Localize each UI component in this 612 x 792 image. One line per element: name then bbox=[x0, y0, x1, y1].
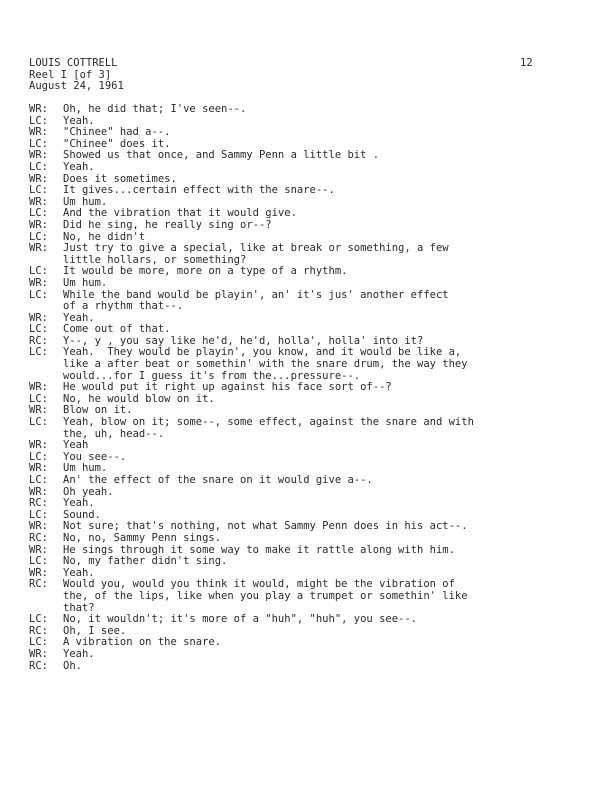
speaker-label: WR: bbox=[29, 543, 48, 556]
speaker-label: WR: bbox=[29, 647, 48, 660]
utterance-text: He sings through it some way to make it rattle along with him. bbox=[63, 543, 455, 556]
utterance-text: Um hum. bbox=[63, 195, 108, 208]
speaker-label: WR: bbox=[29, 462, 48, 475]
utterance-text: Oh yeah. bbox=[63, 485, 114, 498]
utterance-text: Yeah. They would be playin', you know, and it would be like a, like a after beat or somethin' with the snare drum, the way they would...for I guess it's from the...pressure--. bbox=[63, 346, 468, 382]
utterance-text: Oh, I see. bbox=[63, 624, 127, 637]
utterance-text: Yeah. bbox=[63, 647, 95, 660]
utterance-text: Blow on it. bbox=[63, 404, 133, 417]
speaker-label: LC: bbox=[29, 160, 48, 173]
utterance-text: Not sure; that's nothing, not what Sammy Penn does in his act--. bbox=[63, 520, 468, 533]
utterance-text: While the band would be playin', an' it's jus' another effect of a rhythm that--. bbox=[63, 288, 449, 313]
utterance-text: Just try to give a special, like at break or something, a few little hollars, or something? bbox=[63, 242, 449, 266]
transcript-entry bbox=[29, 498, 589, 510]
utterance-text: "Chinee" does it. bbox=[63, 137, 171, 150]
transcript-entry bbox=[29, 290, 589, 313]
speaker-label: LC: bbox=[29, 114, 48, 127]
utterance-text: Sound. bbox=[63, 508, 101, 521]
interviewee-name: LOUIS COTTRELL bbox=[29, 57, 118, 69]
utterance-text: He would put it right up against his face sort of--? bbox=[63, 381, 392, 394]
transcript-entry bbox=[29, 243, 589, 266]
speaker-label: WR: bbox=[29, 126, 48, 139]
transcript-entry bbox=[29, 104, 589, 116]
utterance-text: An' the effect of the snare on it would give a--. bbox=[63, 474, 373, 486]
transcript-entry bbox=[29, 649, 589, 661]
transcript-entry bbox=[29, 452, 589, 464]
utterance-text: Yeah. bbox=[63, 566, 95, 579]
speaker-label: WR: bbox=[29, 311, 48, 324]
speaker-label: WR: bbox=[29, 381, 48, 394]
page-number: 12 bbox=[520, 57, 533, 69]
speaker-label: LC: bbox=[29, 288, 48, 301]
speaker-label: RC: bbox=[29, 531, 48, 544]
utterance-text: Did he sing, he really sing or--? bbox=[63, 218, 272, 231]
utterance-text: Come out of that. bbox=[63, 323, 171, 336]
speaker-label: LC: bbox=[29, 613, 48, 626]
transcript-body bbox=[29, 104, 589, 672]
utterance-text: No, it wouldn't; it's more of a "huh", "huh", you see--. bbox=[63, 613, 418, 626]
transcript-entry bbox=[29, 475, 589, 487]
speaker-label: LC: bbox=[29, 450, 48, 463]
reel-label: Reel I [of 3] bbox=[29, 68, 112, 81]
transcript-entry bbox=[29, 220, 589, 232]
utterance-text: Would you, would you think it would, might be the vibration of the, of the lips, like when you play a trumpet or somethin' like that? bbox=[63, 578, 468, 614]
speaker-label: LC: bbox=[29, 323, 48, 336]
utterance-text: It would be more, more on a type of a rhythm. bbox=[63, 265, 348, 278]
speaker-label: WR: bbox=[29, 103, 48, 115]
speaker-label: WR: bbox=[29, 149, 48, 162]
speaker-label: RC: bbox=[29, 334, 48, 347]
speaker-label: RC: bbox=[29, 624, 48, 637]
transcript-entry bbox=[29, 266, 589, 278]
utterance-text: Oh. bbox=[63, 659, 82, 672]
speaker-label: RC: bbox=[29, 659, 48, 672]
transcript-entry bbox=[29, 278, 589, 290]
speaker-label: WR: bbox=[29, 404, 48, 417]
utterance-text: No, no, Sammy Penn sings. bbox=[63, 531, 222, 544]
utterance-text: A vibration on the snare. bbox=[63, 636, 222, 649]
speaker-label: LC: bbox=[29, 416, 48, 429]
utterance-text: Um hum. bbox=[63, 462, 108, 475]
transcript-entry bbox=[29, 487, 589, 499]
speaker-label: WR: bbox=[29, 195, 48, 208]
speaker-label: LC: bbox=[29, 474, 48, 486]
speaker-label: LC: bbox=[29, 555, 48, 568]
utterance-text: Yeah. bbox=[63, 114, 95, 127]
transcript-entry bbox=[29, 162, 589, 174]
transcript-entry bbox=[29, 347, 589, 382]
speaker-label: LC: bbox=[29, 265, 48, 278]
speaker-label: LC: bbox=[29, 184, 48, 197]
utterance-text: Um hum. bbox=[63, 276, 108, 289]
utterance-text: No, my father didn't sing. bbox=[63, 555, 228, 568]
transcript-entry bbox=[29, 637, 589, 649]
utterance-text: Yeah. bbox=[63, 311, 95, 324]
speaker-label: LC: bbox=[29, 207, 48, 220]
utterance-text: "Chinee" had a--. bbox=[63, 126, 171, 139]
transcript-entry bbox=[29, 556, 589, 568]
speaker-label: LC: bbox=[29, 636, 48, 649]
speaker-label: LC: bbox=[29, 346, 48, 359]
utterance-text: Yeah bbox=[63, 439, 89, 452]
transcript-entry bbox=[29, 579, 589, 614]
interview-date: August 24, 1961 bbox=[29, 80, 124, 93]
speaker-label: WR: bbox=[29, 439, 48, 452]
utterance-text: No, he didn't bbox=[63, 230, 146, 243]
transcript-entry bbox=[29, 533, 589, 545]
speaker-label: LC: bbox=[29, 137, 48, 150]
transcript-entry bbox=[29, 661, 589, 673]
speaker-label: LC: bbox=[29, 230, 48, 243]
utterance-text: It gives...certain effect with the snare--. bbox=[63, 184, 335, 197]
utterance-text: Y--, y , you say like he'd, he'd, holla', holla' into it? bbox=[63, 334, 424, 347]
transcript-entry bbox=[29, 417, 589, 440]
utterance-text: Yeah. bbox=[63, 497, 95, 510]
utterance-text: Showed us that once, and Sammy Penn a little bit . bbox=[63, 149, 380, 162]
transcript-entry bbox=[29, 185, 589, 197]
utterance-text: Yeah, blow on it; some--, some effect, against the snare and with the, uh, head--. bbox=[63, 416, 474, 440]
speaker-label: WR: bbox=[29, 172, 48, 185]
speaker-label: WR: bbox=[29, 276, 48, 289]
transcript-entry bbox=[29, 614, 589, 626]
utterance-text: No, he would blow on it. bbox=[63, 392, 215, 405]
speaker-label: RC: bbox=[29, 497, 48, 510]
speaker-label: LC: bbox=[29, 508, 48, 521]
utterance-text: Oh, he did that; I've seen--. bbox=[63, 103, 247, 115]
speaker-label: WR: bbox=[29, 242, 48, 255]
speaker-label: WR: bbox=[29, 520, 48, 533]
speaker-label: WR: bbox=[29, 566, 48, 579]
utterance-text: And the vibration that it would give. bbox=[63, 207, 297, 220]
utterance-text: Does it sometimes. bbox=[63, 172, 177, 185]
transcript-entry bbox=[29, 150, 589, 162]
speaker-label: WR: bbox=[29, 218, 48, 231]
speaker-label: WR: bbox=[29, 485, 48, 498]
utterance-text: You see--. bbox=[63, 450, 127, 463]
speaker-label: RC: bbox=[29, 578, 48, 591]
document-header bbox=[29, 58, 589, 93]
speaker-label: LC: bbox=[29, 392, 48, 405]
utterance-text: Yeah. bbox=[63, 160, 95, 173]
